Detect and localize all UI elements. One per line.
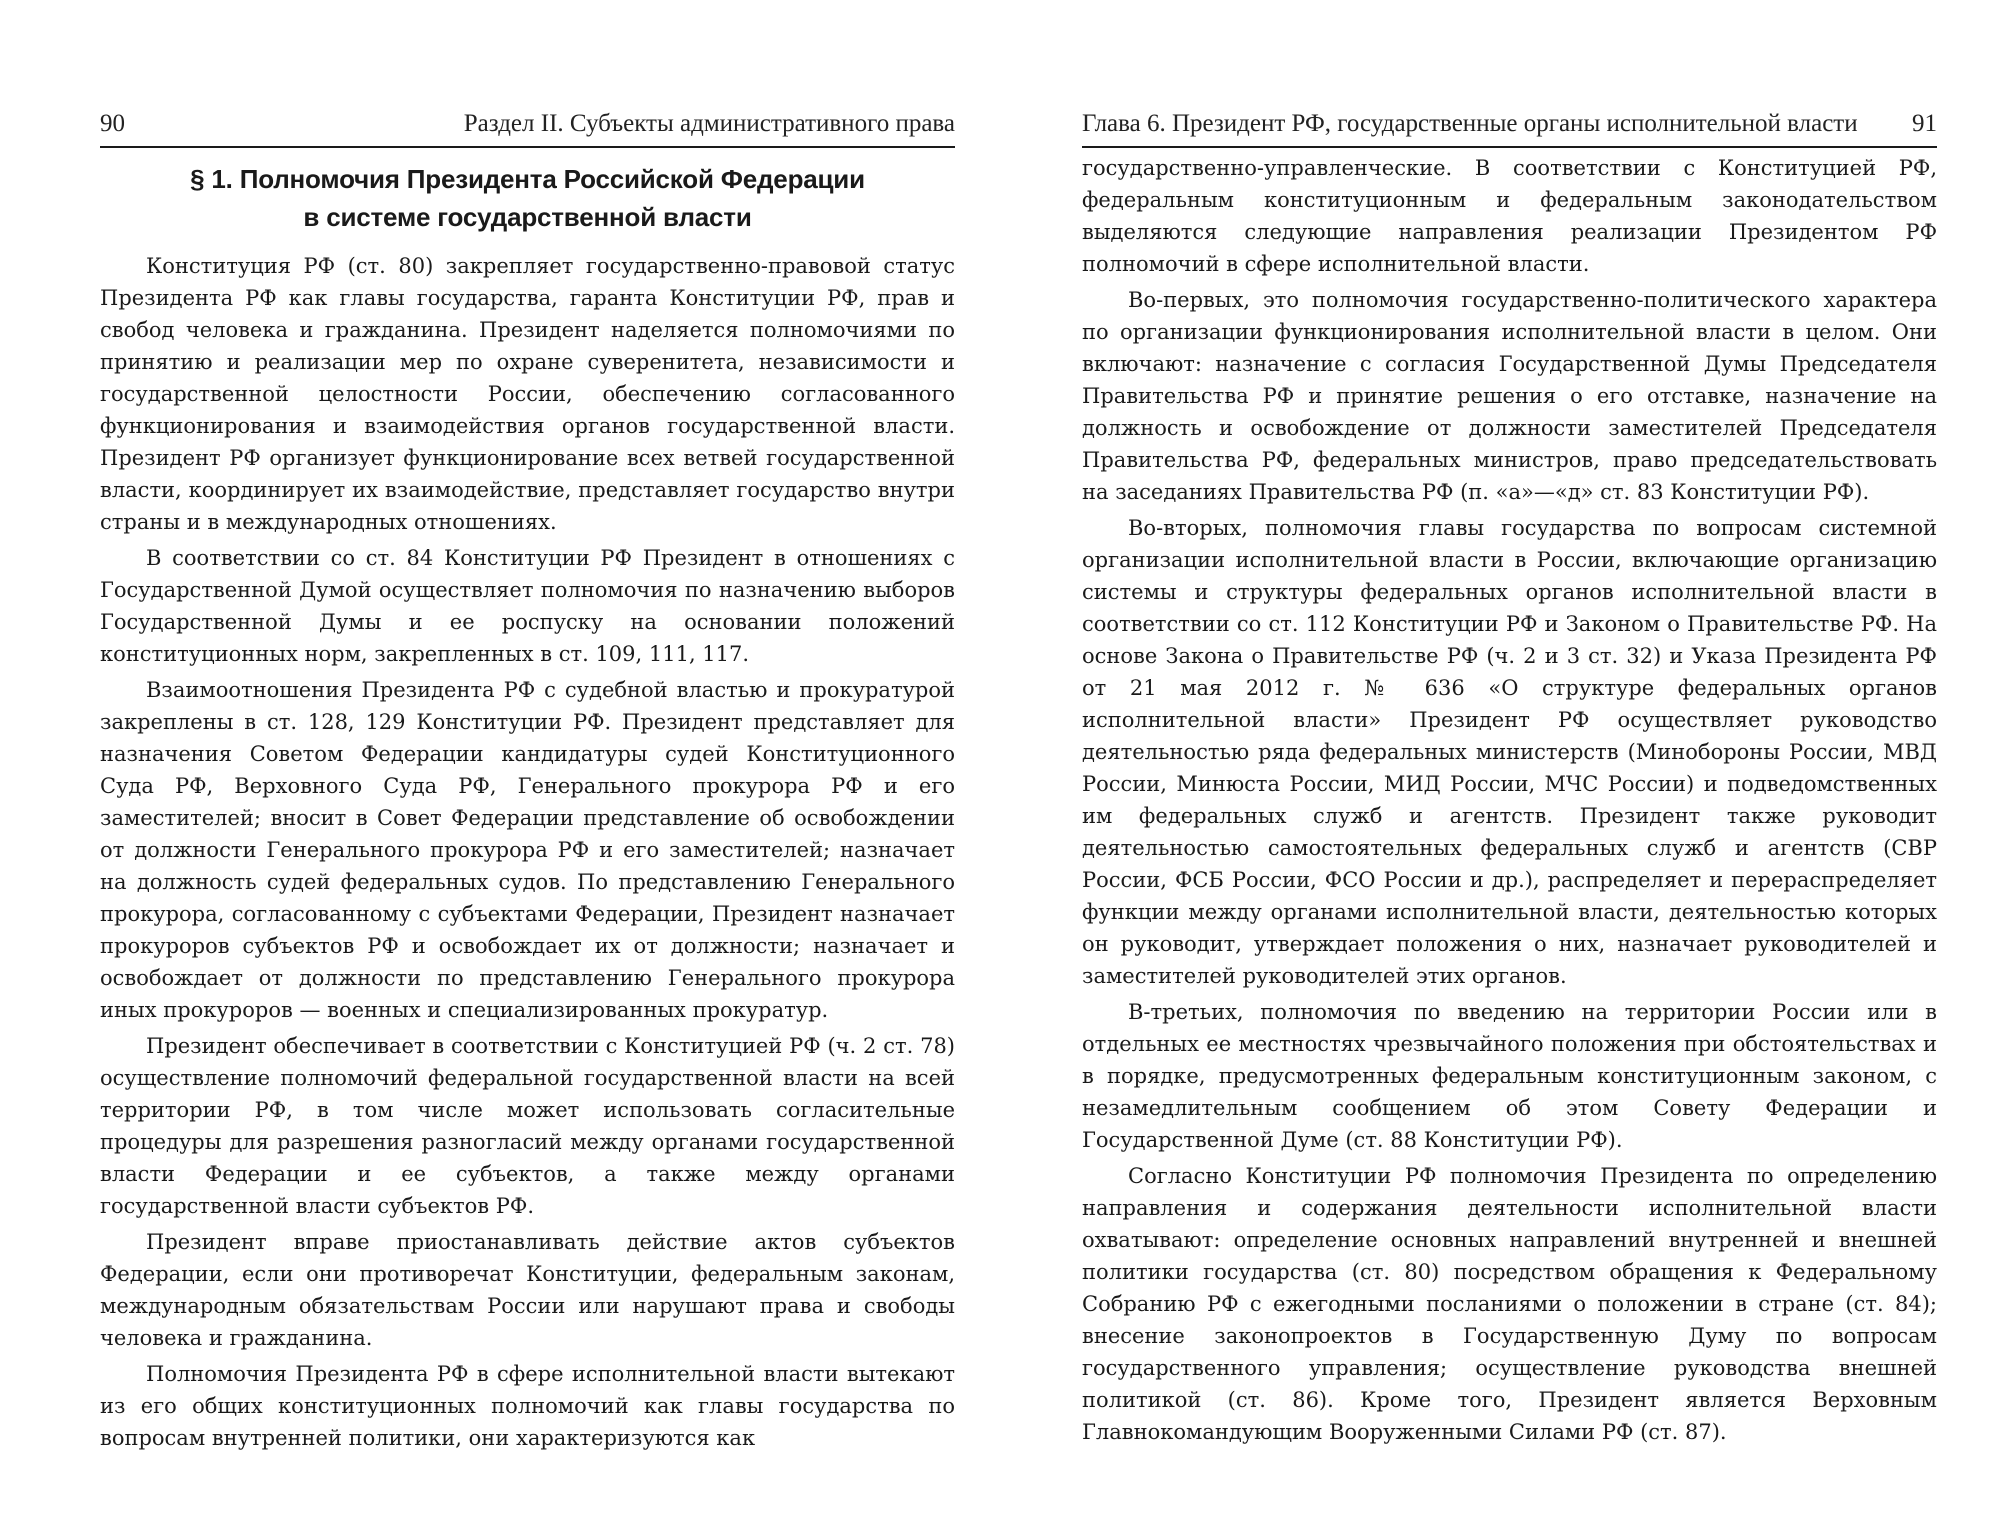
paragraph: Президент обеспечивает в соответствии с Конституцией РФ (ч. 2 ст. 78) осуществление полномочий федеральной государственной власти на всей территории РФ, в том числе может использовать согласительные процедуры для разрешения разногласий между органами государственной власти Федерации и ее субъектов, а также между органами государственной власти субъектов РФ.	[100, 1034, 955, 1218]
running-head-title: Раздел II. Субъекты административного права	[463, 110, 955, 137]
paragraph: Конституция РФ (ст. 80) закрепляет государственно-правовой статус Президента РФ как главы государства, гаранта Конституции РФ, прав и свобод человека и гражданина. Президент наделяется полномочиями по принятию и реализации мер по охране суверенитета, независимости и государственной целостности России, обеспечению согласованного функционирования и взаимодействия органов государственной власти. Президент РФ организует функционирование всех ветвей государственной власти, координирует их взаимодействие, представляет государство внутри страны и в международных отношениях.	[100, 254, 955, 534]
paragraph-continuation: государственно-управленческие. В соответствии с Конституцией РФ, федеральным конституционным и федеральным законодательством выделяются следующие направления реализации Президентом РФ полномочий в сфере исполнительной власти.	[1082, 156, 1937, 276]
left-page	[100, 104, 955, 1458]
paragraph: Во-первых, это полномочия государственно-политического характера по организации функционирования исполнительной власти в целом. Они включают: назначение с согласия Государственной Думы Председателя Правительства РФ и принятие решения о его отставке, назначение на должность и освобождение от должности заместителей Председателя Правительства РФ, федеральных министров, право председательствовать на заседаниях Правительства РФ (п. «а»—«д» ст. 83 Конституции РФ).	[1082, 288, 1937, 504]
paragraph: Полномочия Президента РФ в сфере исполнительной власти вытекают из его общих конституционных полномочий как главы государства по вопросам внутренней политики, они характеризуются как	[100, 1362, 955, 1450]
paragraph: В-третьих, полномочия по введению на территории России или в отдельных ее местностях чрезвычайного положения при обстоятельствах и в порядке, предусмотренных федеральным конституционным законом, с незамедлительным сообщением об этом Совету Федерации и Государственной Думе (ст. 88 Конституции РФ).	[1082, 1000, 1937, 1152]
paragraph: Во-вторых, полномочия главы государства по вопросам системной организации исполнительной власти в России, включающие организацию системы и структуры федеральных органов исполнительной власти в соответствии со ст. 112 Конституции РФ и Законом о Правительстве РФ. На основе Закона о Правительстве РФ (ч. 2 и 3 ст. 32) и Указа Президента РФ от 21 мая 2012 г. № 636 «О структуре федеральных органов исполнительной власти» Президент РФ осуществляет руководство деятельностью ряда федеральных министерств (Минобороны России, МВД России, Минюста России, МИД России, МЧС России) и подведомственных им федеральных служб и агентств. Президент также руководит деятельностью самостоятельных федеральных служб и агентств (СВР России, ФСБ России, ФСО России и др.), распределяет и перераспределяет функции между органами исполнительной власти, деятельностью которых он руководит, утверждает положения о них, назначает руководителей и заместителей руководителей этих органов.	[1082, 516, 1937, 988]
running-head-left	[100, 104, 955, 148]
paragraph: Взаимоотношения Президента РФ с судебной властью и прокуратурой закреплены в ст. 128, 129 Конституции РФ. Президент представляет для назначения Советом Федерации кандидатуры судей Конституционного Суда РФ, Верховного Суда РФ, Генерального прокурора РФ и его заместителей; вносит в Совет Федерации представление об освобождении от должности Генерального прокурора РФ и его заместителей; назначает на должность судей федеральных судов. По представлению Генерального прокурора, согласованному с субъектами Федерации, Президент назначает прокуроров субъектов РФ и освобождает их от должности; назначает и освобождает от должности по представлению Генерального прокурора иных прокуроров — военных и специализированных прокуратур.	[100, 678, 955, 1022]
page-number: 91	[1912, 110, 1937, 137]
section-title	[100, 160, 955, 236]
body-text-left	[100, 250, 955, 1454]
paragraph: В соответствии со ст. 84 Конституции РФ Президент в отношениях с Государственной Думой осуществляет полномочия по назначению выборов Государственной Думы и ее роспуску на основании положений конституционных норм, закрепленных в ст. 109, 111, 117.	[100, 546, 955, 666]
running-head-title: Глава 6. Президент РФ, государственные органы исполнительной власти	[1082, 110, 1858, 137]
paragraph: Согласно Конституции РФ полномочия Президента по определению направления и содержания деятельности исполнительной власти охватывают: определение основных направлений внутренней и внешней политики государства (ст. 80) посредством обращения к Федеральному Собранию РФ с ежегодными посланиями о положении в стране (ст. 84); внесение законопроектов в Государственную Думу по вопросам государственного управления; осуществление руководства внешней политикой (ст. 86). Кроме того, Президент является Верховным Главнокомандующим Вооруженными Силами РФ (ст. 87).	[1082, 1164, 1937, 1444]
section-title-line-1: § 1. Полномочия Президента Российской Федерации	[190, 164, 865, 194]
body-text-right	[1082, 152, 1937, 1448]
right-page	[1082, 104, 1937, 1452]
section-title-line-2: в системе государственной власти	[303, 202, 752, 232]
page-number: 90	[100, 110, 125, 137]
running-head-right	[1082, 104, 1937, 148]
paragraph: Президент вправе приостанавливать действие актов субъектов Федерации, если они противоречат Конституции, федеральным законам, международным обязательствам России или нарушают права и свободы человека и гражданина.	[100, 1230, 955, 1350]
